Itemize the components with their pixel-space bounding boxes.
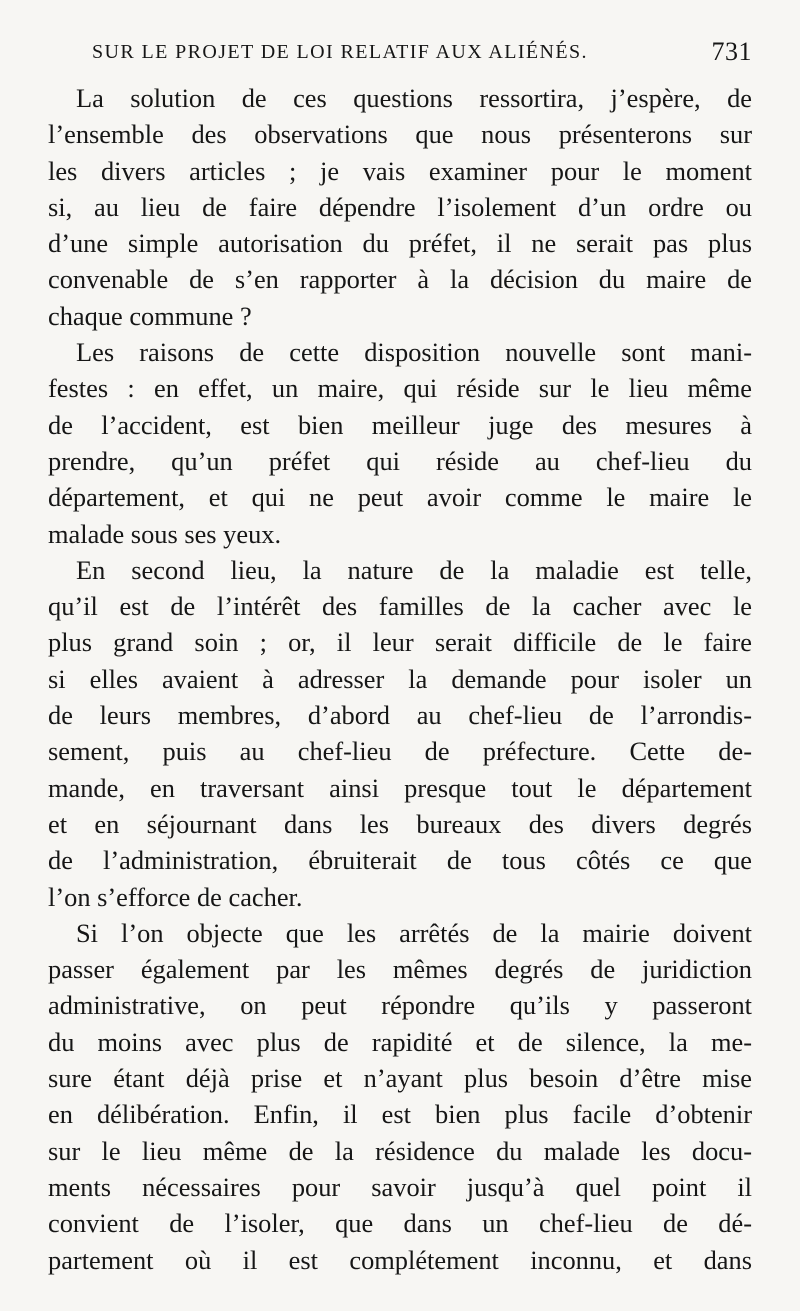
text-line: mande, en traversant ainsi presque tout le département <box>48 772 752 803</box>
text-line: prendre, qu’un préfet qui réside au chef-lieu du <box>48 445 752 476</box>
text-line: département, et qui ne peut avoir comme le maire le <box>48 482 752 513</box>
text-line: partement où il est complétement inconnu, et dans <box>48 1244 752 1275</box>
text-line: convient de l’isoler, que dans un chef-lieu de dé- <box>48 1208 752 1239</box>
text-line: festes : en effet, un maire, qui réside sur le lieu même <box>48 373 752 404</box>
text-line: l’ensemble des observations que nous présenterons sur <box>48 119 752 150</box>
page-number: 731 <box>711 37 752 66</box>
text-line: de l’accident, est bien meilleur juge des mesures à <box>48 409 752 440</box>
text-line: de l’administration, ébruiterait de tous côtés ce que <box>48 845 752 876</box>
text-line: ments nécessaires pour savoir jusqu’à quel point il <box>48 1171 752 1202</box>
text-line: et en séjournant dans les bureaux des divers degrés <box>48 808 752 839</box>
text-line: en délibération. Enfin, il est bien plus facile d’obtenir <box>48 1099 752 1130</box>
text-line: si, au lieu de faire dépendre l’isolement d’un ordre ou <box>48 191 752 222</box>
text-line: plus grand soin ; or, il leur serait difficile de le faire <box>48 627 752 658</box>
text-line: l’on s’efforce de cacher. <box>48 881 303 912</box>
text-line: En second lieu, la nature de la maladie est telle, <box>76 554 752 585</box>
text-line: de leurs membres, d’abord au chef-lieu de l’arrondis- <box>48 700 752 731</box>
text-line: sement, puis au chef-lieu de préfecture. Cette de- <box>48 736 752 767</box>
body-text <box>48 80 752 1278</box>
text-line: qu’il est de l’intérêt des familles de la cacher avec le <box>48 591 752 622</box>
text-line: convenable de s’en rapporter à la décision du maire de <box>48 264 752 295</box>
text-line: passer également par les mêmes degrés de juridiction <box>48 954 752 985</box>
text-line: sur le lieu même de la résidence du malade les docu- <box>48 1135 752 1166</box>
text-line: du moins avec plus de rapidité et de silence, la me- <box>48 1026 752 1057</box>
running-head <box>48 34 752 70</box>
text-line: d’une simple autorisation du préfet, il ne serait pas plus <box>48 228 752 259</box>
text-line: les divers articles ; je vais examiner pour le moment <box>48 155 752 186</box>
text-line: Si l’on objecte que les arrêtés de la mairie doivent <box>76 917 752 948</box>
text-line: malade sous ses yeux. <box>48 518 282 549</box>
running-title: SUR LE PROJET DE LOI RELATIF AUX ALIÉNÉS. <box>92 41 588 63</box>
text-line: sure étant déjà prise et n’ayant plus besoin d’être mise <box>48 1063 752 1094</box>
text-line: si elles avaient à adresser la demande pour isoler un <box>48 663 752 694</box>
text-line: administrative, on peut répondre qu’ils y passeront <box>48 990 752 1021</box>
text-line: Les raisons de cette disposition nouvelle sont mani- <box>76 337 752 368</box>
text-line: La solution de ces questions ressortira, j’espère, de <box>76 83 752 113</box>
text-line: chaque commune ? <box>48 300 252 331</box>
